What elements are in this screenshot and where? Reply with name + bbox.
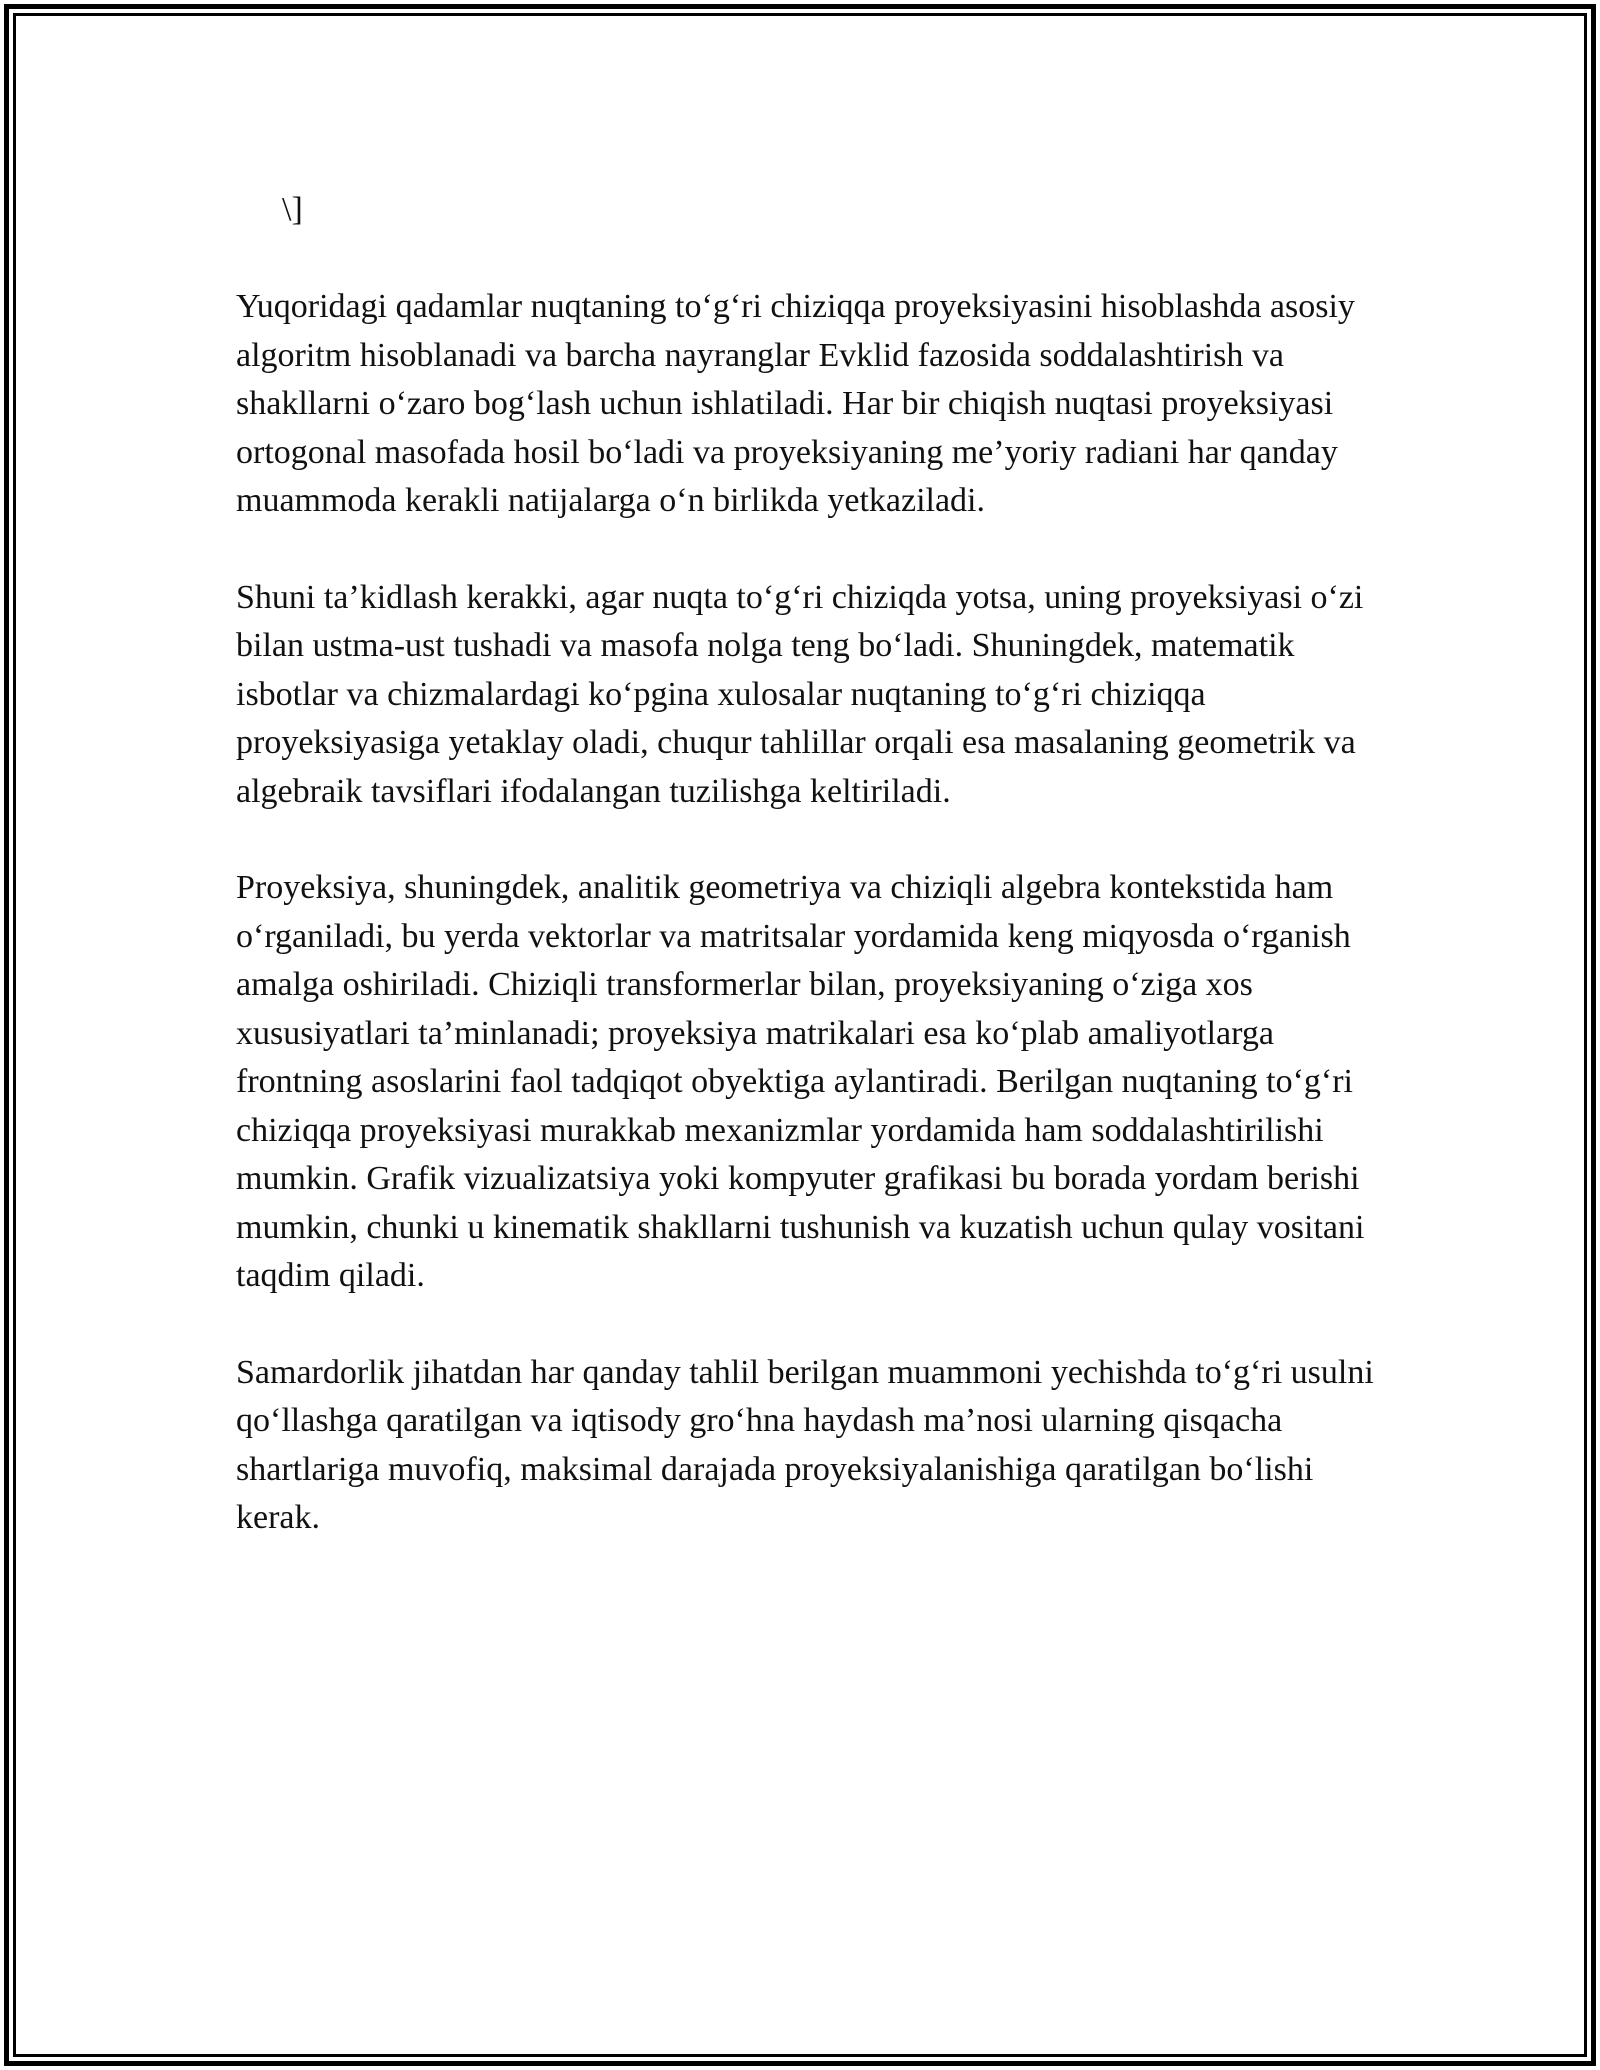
document-body bbox=[236, 186, 1376, 1591]
paragraph-1: Yuqoridagi qadamlar nuqtaning to‘g‘ri chiziqqa proyeksiyasini hisoblashda asosiy algoritm hisoblanadi va barcha nayranglar Evklid fazosida soddalashtirish va shakllarni o‘zaro bog‘lash uchun ishlatiladi. Har bir chiqish nuqtasi proyeksiyasi ortogonal masofada hosil bo‘ladi va proyeksiyaning me’yoriy radiani har qanday muammoda kerakli natijalarga o‘n birlikda yetkaziladi. bbox=[236, 288, 1355, 519]
paragraph-4: Samardorlik jihatdan har qanday tahlil berilgan muammoni yechishda to‘g‘ri usulni qo‘llashga qaratilgan va iqtisody gro‘hna haydash ma’nosi ularning qisqacha shartlariga muvofiq, maksimal darajada proyeksiyalanishiga qaratilgan bo‘lishi kerak. bbox=[236, 1353, 1374, 1536]
paragraph-3: Proyeksiya, shuningdek, analitik geometriya va chiziqli algebra kontekstida ham o‘rganiladi, bu yerda vektorlar va matritsalar yordamida keng miqyosda o‘rganish amalga oshiriladi. Chiziqli transformerlar bilan, proyeksiyaning o‘ziga xos xususiyatlari ta’minlanadi; proyeksiya matrikalari esa ko‘plab amaliyotlarga frontning asoslarini faol tadqiqot obyektiga aylantiradi. Berilgan nuqtaning to‘g‘ri chiziqqa proyeksiyasi murakkab mexanizmlar yordamida ham soddalashtirilishi mumkin. Grafik vizualizatsiya yoki kompyuter grafikasi bu borada yordam berishi mumkin, chunki u kinematik shakllarni tushunish va kuzatish uchun qulay vositani taqdim qiladi. bbox=[236, 869, 1365, 1294]
stray-mark: \] bbox=[282, 191, 303, 228]
paragraph-2: Shuni ta’kidlash kerakki, agar nuqta to‘g‘ri chiziqda yotsa, uning proyeksiyasi o‘zi bilan ustma-ust tushadi va masofa nolga teng bo‘ladi. Shuningdek, matematik isbotlar va chizmalardagi ko‘pgina xulosalar nuqtaning to‘g‘ri chiziqqa proyeksiyasiga yetaklay oladi, chuqur tahlillar orqali esa masalaning geometrik va algebraik tavsiflari ifodalangan tuzilishga keltiriladi. bbox=[236, 578, 1364, 810]
